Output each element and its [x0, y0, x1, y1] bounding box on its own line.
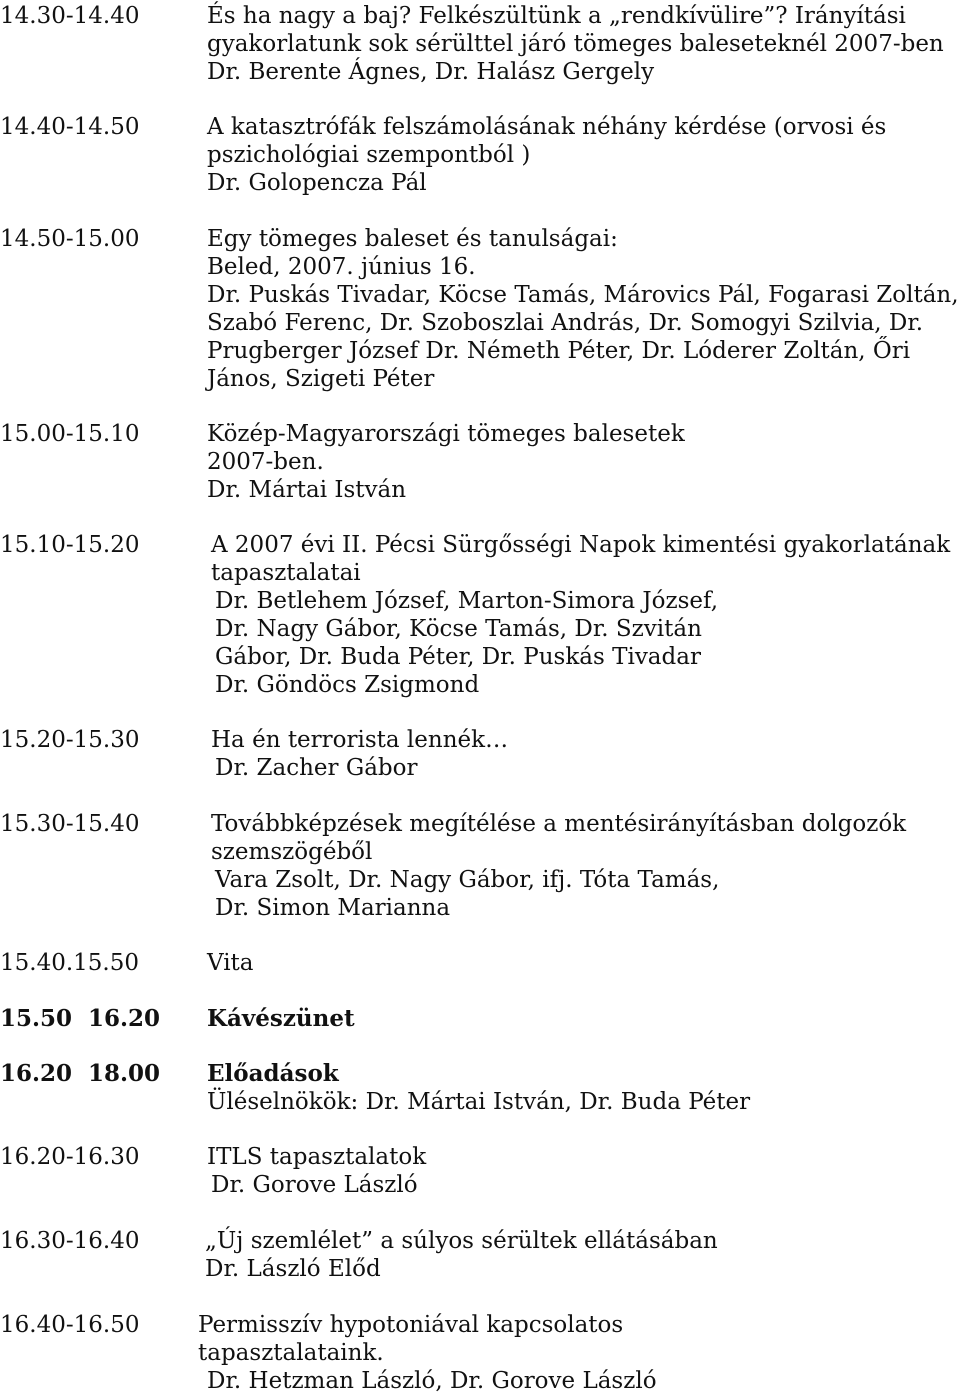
entry-speakers: János, Szigeti Péter	[207, 366, 435, 392]
entry-time: 14.30-14.40	[0, 3, 140, 29]
entry-speakers: Dr. Mártai István	[207, 477, 407, 503]
entry-speakers: Dr. Hetzman László, Dr. Gorove László	[207, 1368, 657, 1394]
entry-title: Közép-Magyarországi tömeges balesetek	[207, 421, 685, 447]
entry-title: „Új szemlélet” a súlyos sérültek ellátásában	[205, 1228, 718, 1254]
entry-body	[198, 1311, 960, 1395]
entry-speakers: Vara Zsolt, Dr. Nagy Gábor, ifj. Tóta Tamás,	[215, 867, 720, 893]
entry-speakers: Dr. Simon Marianna	[215, 895, 451, 921]
entry-title: tapasztalataink.	[198, 1340, 384, 1366]
entry-title: A 2007 évi II. Pécsi Sürgősségi Napok kimentési gyakorlatának	[211, 532, 951, 558]
entry-title: Továbbképzések megítélése a mentésirányításban dolgozók	[211, 811, 907, 837]
entry-title: Ha én terrorista lennék…	[211, 727, 509, 753]
entry-speakers: Gábor, Dr. Buda Péter, Dr. Puskás Tivadar	[215, 644, 701, 670]
entry-time: 15.20-15.30	[0, 727, 140, 753]
entry-body	[207, 2, 960, 86]
entry-time: 15.50 16.20	[0, 1005, 161, 1032]
entry-speakers: Dr. Betlehem József, Marton-Simora József,	[215, 588, 719, 614]
entry-time: 14.50-15.00	[0, 226, 140, 252]
entry-body	[211, 810, 960, 922]
entry-title: ITLS tapasztalatok	[207, 1144, 427, 1170]
entry-speakers: Dr. Golopencza Pál	[207, 170, 427, 196]
entry-title: Egy tömeges baleset és tanulságai:	[207, 226, 618, 252]
entry-body	[207, 1143, 960, 1199]
entry-title: És ha nagy a baj? Felkészültünk a „rendkívülire”? Irányítási	[207, 3, 906, 29]
entry-time: 15.40.15.50	[0, 950, 139, 976]
entry-body	[207, 420, 960, 504]
entry-title: A katasztrófák felszámolásának néhány kérdése (orvosi és	[207, 114, 887, 140]
entry-time: 14.40-14.50	[0, 114, 140, 140]
entry-title: szemszögéből	[211, 839, 373, 865]
entry-time: 15.00-15.10	[0, 421, 140, 447]
entry-body	[207, 113, 960, 197]
entry-body	[207, 949, 960, 977]
entry-time: 16.40-16.50	[0, 1312, 140, 1338]
entry-speakers: Dr. Nagy Gábor, Köcse Tamás, Dr. Szvitán	[215, 616, 702, 642]
entry-time: 16.30-16.40	[0, 1228, 140, 1254]
entry-body	[211, 726, 960, 782]
entry-title: Kávészünet	[207, 1005, 355, 1032]
entry-speakers: Dr. Zacher Gábor	[215, 755, 418, 781]
entry-body	[211, 531, 960, 699]
entry-time: 16.20 18.00	[0, 1060, 161, 1087]
entry-title: Permisszív hypotoniával kapcsolatos	[198, 1312, 624, 1338]
entry-title: Előadások	[207, 1060, 339, 1087]
entry-title: tapasztalatai	[211, 560, 361, 586]
entry-time: 16.20-16.30	[0, 1144, 140, 1170]
entry-title: Beled, 2007. június 16.	[207, 254, 476, 280]
entry-body	[207, 1060, 960, 1116]
entry-title: Vita	[207, 950, 254, 976]
entry-speakers: Dr. Puskás Tivadar, Köcse Tamás, Márovics Pál, Fogarasi Zoltán,	[207, 282, 959, 308]
entry-speakers: Dr. Göndöcs Zsigmond	[215, 672, 480, 698]
entry-speakers: Szabó Ferenc, Dr. Szoboszlai András, Dr. Somogyi Szilvia, Dr.	[207, 310, 924, 336]
entry-speakers: Dr. László Előd	[205, 1256, 381, 1282]
entry-time: 15.10-15.20	[0, 532, 140, 558]
entry-title: 2007-ben.	[207, 449, 324, 475]
entry-body	[205, 1227, 960, 1283]
entry-body	[207, 225, 960, 393]
entry-speakers: Dr. Berente Ágnes, Dr. Halász Gergely	[207, 59, 655, 85]
entry-chairs: Üléselnökök: Dr. Mártai István, Dr. Buda Péter	[207, 1089, 751, 1115]
entry-time: 15.30-15.40	[0, 811, 140, 837]
entry-title: pszichológiai szempontból )	[207, 142, 531, 168]
entry-body	[207, 1005, 960, 1033]
entry-speakers: Prugberger József Dr. Németh Péter, Dr. Lóderer Zoltán, Őri	[207, 338, 911, 364]
entry-title: gyakorlatunk sok sérülttel járó tömeges baleseteknél 2007-ben	[207, 31, 944, 57]
entry-speakers: Dr. Gorove László	[211, 1172, 418, 1198]
